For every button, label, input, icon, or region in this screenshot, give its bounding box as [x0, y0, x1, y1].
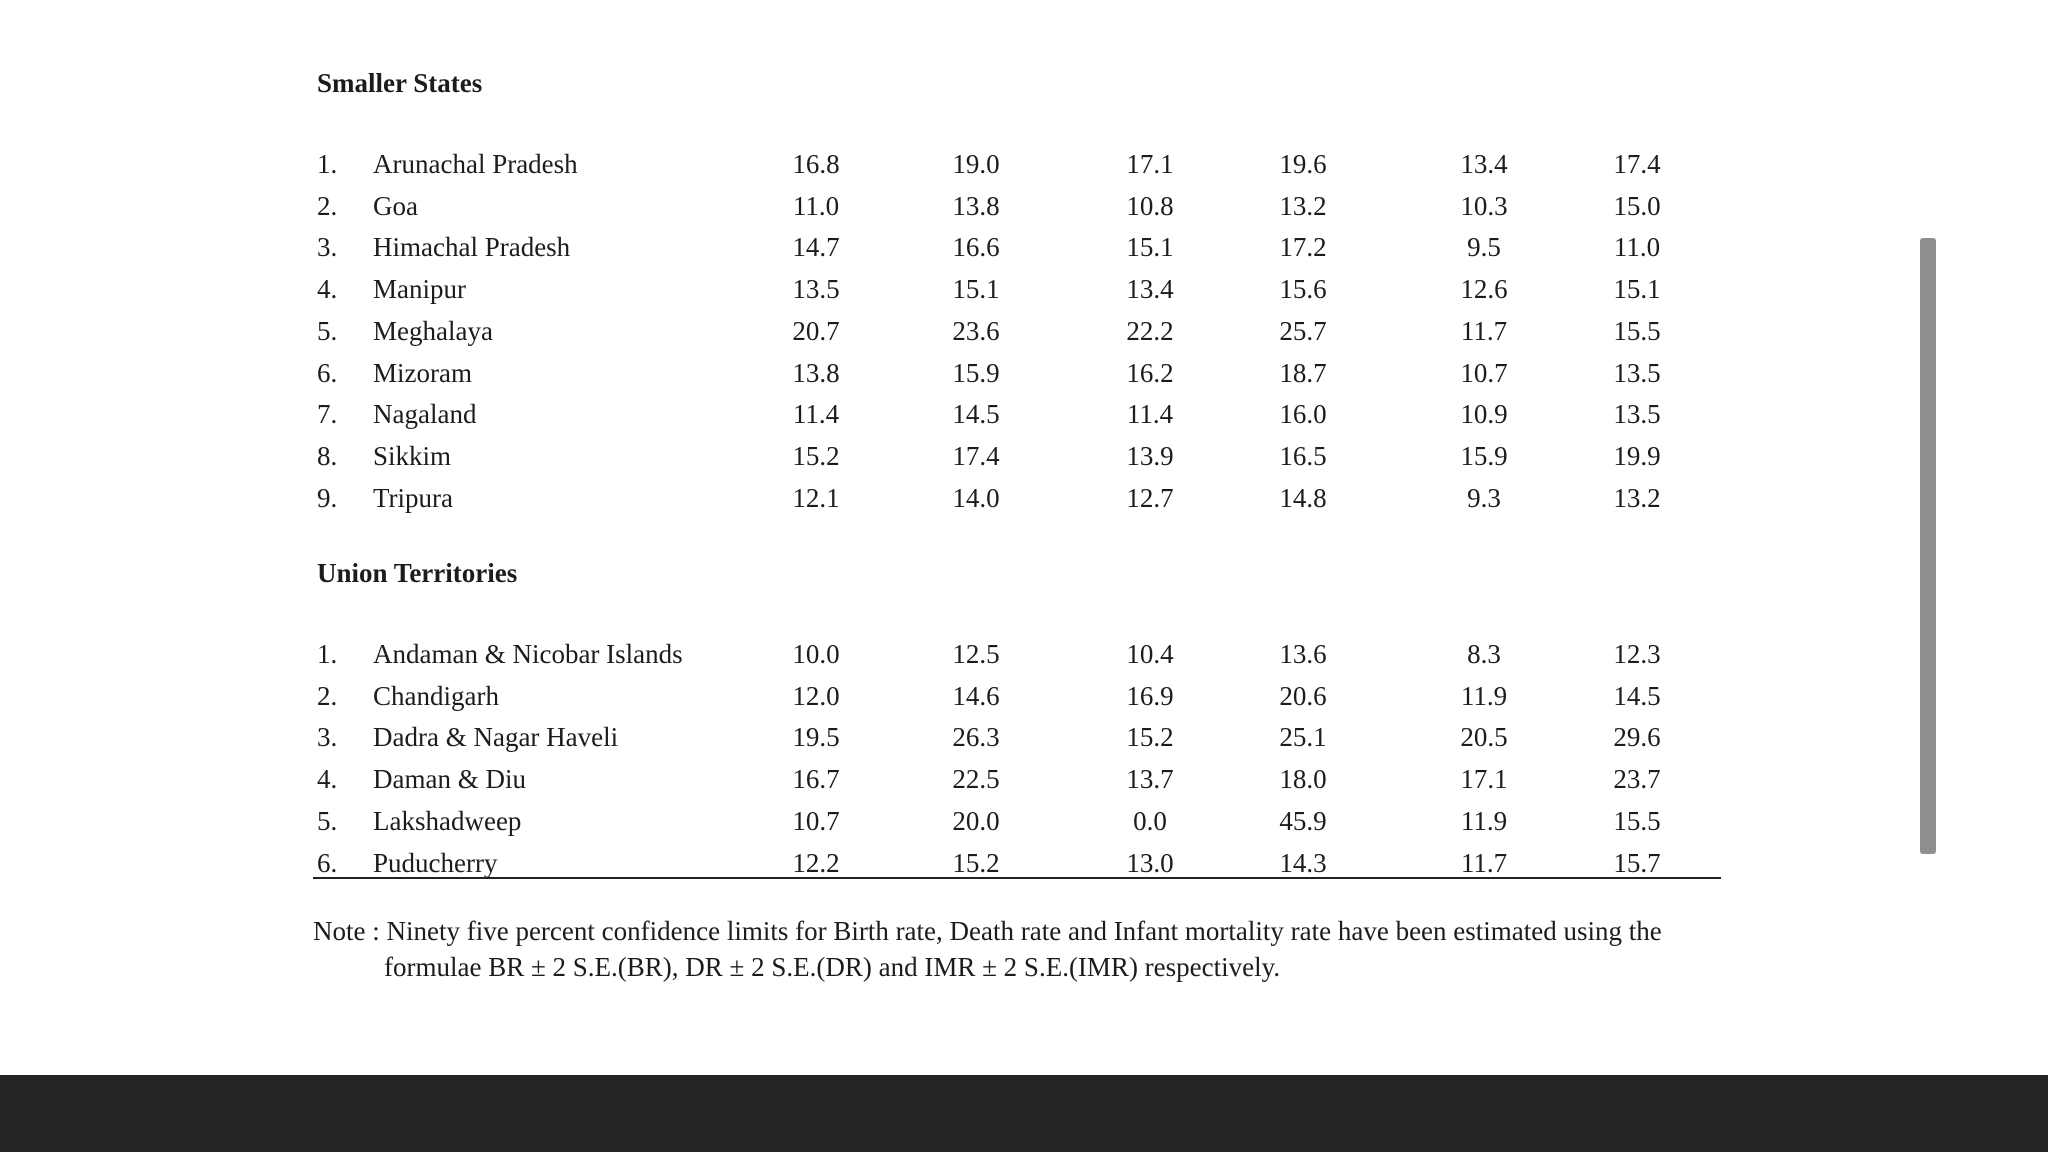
table-row — [0, 437, 2048, 475]
row-name: Sikkim — [373, 440, 452, 471]
value-cell: 16.9 — [1126, 680, 1174, 711]
row-number: 3. — [317, 232, 338, 263]
value-cell: 9.5 — [1467, 232, 1501, 263]
value-cell: 13.5 — [1613, 357, 1661, 388]
table-row — [0, 635, 2048, 673]
value-cell: 0.0 — [1133, 805, 1167, 836]
value-cell: 22.2 — [1126, 315, 1174, 346]
table-row — [0, 718, 2048, 756]
row-name: Mizoram — [373, 357, 472, 388]
table-row — [0, 844, 2048, 882]
value-cell: 16.7 — [792, 764, 840, 795]
value-cell: 13.5 — [1613, 399, 1661, 430]
value-cell: 16.0 — [1279, 399, 1327, 430]
value-cell: 20.0 — [952, 805, 1000, 836]
value-cell: 14.3 — [1279, 847, 1327, 878]
note-line-2: formulae BR ± 2 S.E.(BR), DR ± 2 S.E.(DR) and IMR ± 2 S.E.(IMR) respectively. — [384, 952, 1281, 982]
value-cell: 15.2 — [952, 847, 1000, 878]
row-name: Puducherry — [373, 847, 498, 878]
row-number: 5. — [317, 805, 338, 836]
value-cell: 11.0 — [1613, 232, 1661, 263]
value-cell: 13.2 — [1279, 190, 1327, 221]
row-number: 6. — [317, 357, 338, 388]
value-cell: 16.5 — [1279, 440, 1327, 471]
value-cell: 12.0 — [792, 680, 840, 711]
table-row — [0, 145, 2048, 183]
row-name: Andaman & Nicobar Islands — [373, 639, 683, 669]
value-cell: 13.0 — [1126, 847, 1174, 878]
value-cell: 19.6 — [1279, 149, 1327, 179]
value-cell: 12.3 — [1613, 639, 1661, 669]
value-cell: 15.6 — [1279, 274, 1327, 305]
row-name: Chandigarh — [373, 680, 499, 711]
value-cell: 25.7 — [1279, 315, 1327, 346]
row-number: 1. — [317, 149, 338, 179]
row-number: 4. — [317, 274, 338, 305]
value-cell: 11.7 — [1460, 315, 1508, 346]
section-title-smaller-states: Smaller States — [317, 68, 483, 98]
value-cell: 10.4 — [1126, 639, 1174, 669]
value-cell: 17.1 — [1126, 149, 1174, 179]
value-cell: 17.2 — [1279, 232, 1327, 263]
value-cell: 17.4 — [952, 440, 1000, 471]
row-number: 1. — [317, 639, 338, 669]
value-cell: 26.3 — [952, 722, 1000, 753]
value-cell: 23.7 — [1613, 764, 1661, 795]
table-row — [0, 312, 2048, 350]
table-row — [0, 802, 2048, 840]
value-cell: 17.4 — [1613, 149, 1661, 179]
value-cell: 10.7 — [1460, 357, 1508, 388]
section-title-union-territories: Union Territories — [317, 558, 518, 588]
value-cell: 19.5 — [792, 722, 840, 753]
value-cell: 11.0 — [792, 190, 840, 221]
table-row — [0, 479, 2048, 517]
value-cell: 14.5 — [952, 399, 1000, 430]
value-cell: 15.1 — [1126, 232, 1174, 263]
value-cell: 9.3 — [1467, 482, 1501, 513]
value-cell: 11.7 — [1460, 847, 1508, 878]
value-cell: 15.5 — [1613, 805, 1661, 836]
value-cell: 13.8 — [792, 357, 840, 388]
value-cell: 15.1 — [952, 274, 1000, 305]
value-cell: 14.7 — [792, 232, 840, 263]
value-cell: 29.6 — [1613, 722, 1661, 753]
value-cell: 13.8 — [952, 190, 1000, 221]
value-cell: 14.5 — [1613, 680, 1661, 711]
value-cell: 22.5 — [952, 764, 1000, 795]
value-cell: 13.4 — [1126, 274, 1174, 305]
row-name: Dadra & Nagar Haveli — [373, 722, 619, 753]
value-cell: 45.9 — [1279, 805, 1327, 836]
row-number: 2. — [317, 680, 338, 711]
value-cell: 15.9 — [952, 357, 1000, 388]
value-cell: 14.0 — [952, 482, 1000, 513]
value-cell: 12.7 — [1126, 482, 1174, 513]
value-cell: 13.6 — [1279, 639, 1327, 669]
row-number: 9. — [317, 482, 338, 513]
row-name: Nagaland — [373, 399, 477, 430]
row-name: Arunachal Pradesh — [373, 149, 578, 179]
value-cell: 16.6 — [952, 232, 1000, 263]
row-number: 2. — [317, 190, 338, 221]
value-cell: 15.2 — [1126, 722, 1174, 753]
table-row — [0, 395, 2048, 433]
row-name: Daman & Diu — [373, 764, 526, 795]
row-name: Lakshadweep — [373, 805, 522, 836]
value-cell: 13.7 — [1126, 764, 1174, 795]
value-cell: 16.8 — [792, 149, 840, 179]
row-number: 5. — [317, 315, 338, 346]
value-cell: 18.7 — [1279, 357, 1327, 388]
value-cell: 20.5 — [1460, 722, 1508, 753]
value-cell: 8.3 — [1467, 639, 1501, 669]
vertical-scrollbar-thumb[interactable] — [1920, 238, 1936, 854]
value-cell: 15.1 — [1613, 274, 1661, 305]
value-cell: 12.5 — [952, 639, 1000, 669]
value-cell: 11.9 — [1460, 680, 1508, 711]
row-name: Meghalaya — [373, 315, 493, 346]
value-cell: 14.8 — [1279, 482, 1327, 513]
value-cell: 10.8 — [1126, 190, 1174, 221]
value-cell: 11.4 — [792, 399, 840, 430]
table-row — [0, 677, 2048, 715]
value-cell: 13.9 — [1126, 440, 1174, 471]
value-cell: 23.6 — [952, 315, 1000, 346]
value-cell: 13.2 — [1613, 482, 1661, 513]
value-cell: 10.3 — [1460, 190, 1508, 221]
value-cell: 15.7 — [1613, 847, 1661, 878]
row-number: 6. — [317, 847, 338, 878]
value-cell: 15.0 — [1613, 190, 1661, 221]
value-cell: 13.4 — [1460, 149, 1508, 179]
table-row — [0, 760, 2048, 798]
value-cell: 20.7 — [792, 315, 840, 346]
value-cell: 15.9 — [1460, 440, 1508, 471]
note-line-1: Note : Ninety five percent confidence limits for Birth rate, Death rate and Infant mortality rate have been estimated using the — [313, 916, 1662, 946]
row-name: Himachal Pradesh — [373, 232, 571, 263]
table-row — [0, 187, 2048, 225]
row-name: Tripura — [373, 482, 454, 513]
value-cell: 25.1 — [1279, 722, 1327, 753]
value-cell: 13.5 — [792, 274, 840, 305]
value-cell: 10.0 — [792, 639, 840, 669]
value-cell: 12.6 — [1460, 274, 1508, 305]
row-name: Goa — [373, 190, 418, 221]
value-cell: 10.7 — [792, 805, 840, 836]
value-cell: 16.2 — [1126, 357, 1174, 388]
value-cell: 20.6 — [1279, 680, 1327, 711]
table-bottom-rule — [313, 877, 1721, 879]
value-cell: 19.0 — [952, 149, 1000, 179]
table-row — [0, 228, 2048, 266]
table-row — [0, 354, 2048, 392]
table-row — [0, 270, 2048, 308]
value-cell: 12.2 — [792, 847, 840, 878]
row-name: Manipur — [373, 274, 466, 305]
value-cell: 19.9 — [1613, 440, 1661, 471]
value-cell: 11.9 — [1460, 805, 1508, 836]
value-cell: 10.9 — [1460, 399, 1508, 430]
row-number: 8. — [317, 440, 338, 471]
bottom-toolbar — [0, 1075, 2048, 1152]
value-cell: 17.1 — [1460, 764, 1508, 795]
value-cell: 15.2 — [792, 440, 840, 471]
value-cell: 18.0 — [1279, 764, 1327, 795]
value-cell: 12.1 — [792, 482, 840, 513]
table-note — [313, 913, 1733, 985]
row-number: 7. — [317, 399, 338, 430]
value-cell: 14.6 — [952, 680, 1000, 711]
value-cell: 11.4 — [1126, 399, 1174, 430]
row-number: 3. — [317, 722, 338, 753]
value-cell: 15.5 — [1613, 315, 1661, 346]
row-number: 4. — [317, 764, 338, 795]
